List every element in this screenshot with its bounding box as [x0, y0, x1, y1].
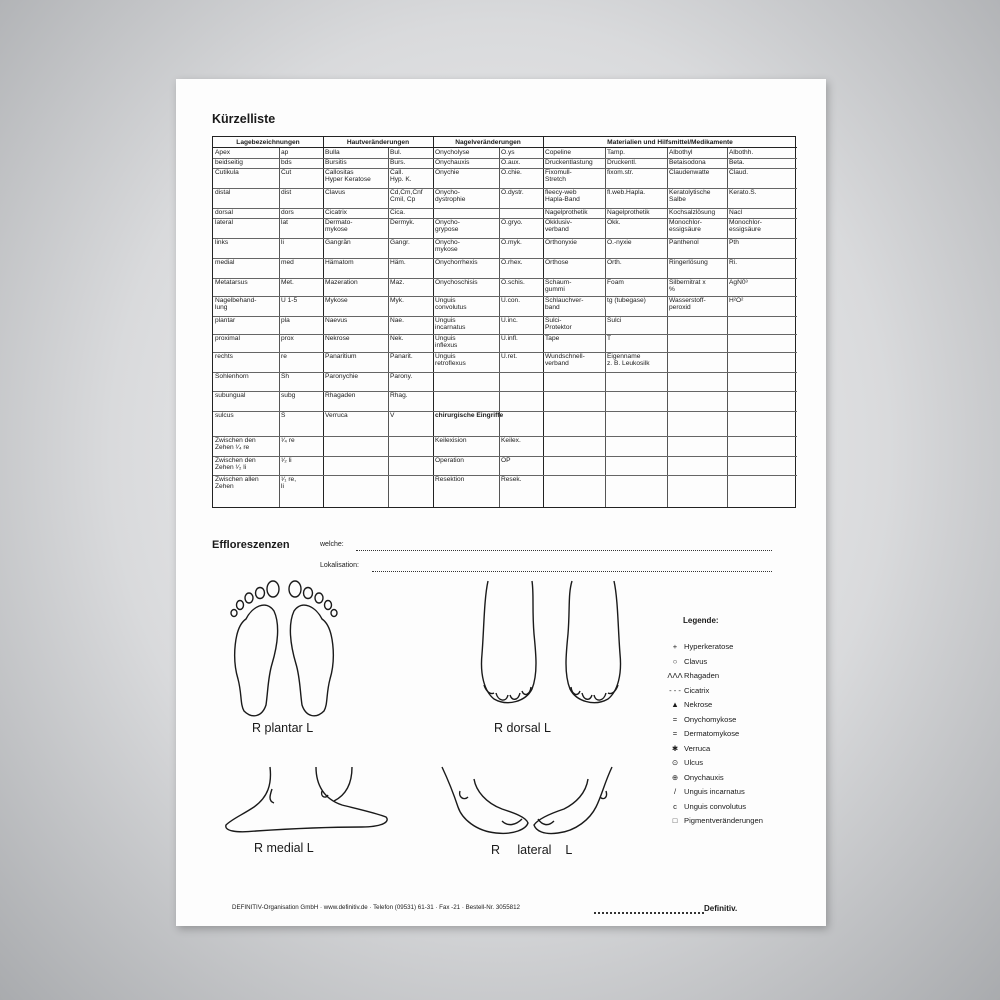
- lateral-right-foot: [442, 767, 528, 833]
- table-cell: U.infl.: [501, 335, 518, 342]
- table-cell: Nae.: [390, 317, 404, 324]
- table-cell: H²O²: [729, 297, 744, 304]
- table-cell: Sohlenhorn: [215, 373, 249, 380]
- legend-symbol-icon: □: [672, 816, 678, 825]
- legend-label: Dermatomykose: [684, 729, 740, 738]
- table-cell: Foam: [607, 279, 624, 286]
- table-cell: Monochlor- essigsäure: [729, 219, 762, 234]
- table-cell: Rhagaden: [325, 392, 356, 399]
- table-cell: O.chie.: [501, 169, 522, 176]
- legend-item: [666, 757, 703, 769]
- table-cell: Cd,Cm,Cnf Cmil, Cp: [390, 189, 423, 204]
- table-cell: Metatarsus: [215, 279, 248, 286]
- table-cell: medial: [215, 259, 235, 266]
- table-cell: Zwischen allen Zehen: [215, 476, 259, 491]
- legend-symbol-icon: +: [672, 642, 678, 651]
- table-cell: Keratolytische Salbe: [669, 189, 711, 204]
- legend-item: [666, 670, 719, 682]
- table-cell: Panaritium: [325, 353, 357, 360]
- header-nagelveraenderungen: Nagelveränderungen: [433, 137, 543, 148]
- table-cell: U.ret.: [501, 353, 518, 360]
- table-cell: Naevus: [325, 317, 348, 324]
- table-cell: U 1-5: [281, 297, 298, 304]
- legend-item: [666, 656, 707, 668]
- medial-right-foot: [226, 767, 387, 832]
- table-cell: Silbernitrat x %: [669, 279, 706, 294]
- legend-label: Ulcus: [684, 758, 703, 767]
- effloreszenzen-title: Effloreszenzen: [212, 539, 290, 551]
- table-cell: Zwischen den Zehen ¹⁄₂ li: [215, 457, 256, 472]
- table-cell: Bursitis: [325, 159, 347, 166]
- table-cell: Eigenname z. B. Leukosilk: [607, 353, 650, 368]
- medial-label: R medial L: [254, 841, 314, 855]
- table-cell: Mazeration: [325, 279, 358, 286]
- table-cell: Kochsalzlösung: [669, 209, 716, 216]
- table-cell: plantar: [215, 317, 236, 324]
- table-cell: Dermyk.: [390, 219, 415, 226]
- table-cell: Keilexision: [435, 437, 467, 444]
- legend-symbol-icon: /: [673, 787, 677, 796]
- table-cell: Schlauchver- band: [545, 297, 584, 312]
- table-cell: Tape: [545, 335, 560, 342]
- table-cell: Nagelprothetik: [545, 209, 588, 216]
- table-cell: V: [390, 412, 395, 419]
- table-cell: Burs.: [390, 159, 406, 166]
- table-cell: Claudenwatte: [669, 169, 710, 176]
- table-cell: Cicatrix: [325, 209, 347, 216]
- table-cell: Okk.: [607, 219, 621, 226]
- table-cell: Myk.: [390, 297, 404, 304]
- table-cell: Bul.: [390, 149, 402, 156]
- legend-label: Rhagaden: [684, 671, 720, 680]
- legend-symbol-icon: c: [673, 801, 677, 811]
- table-cell: Albothyl: [669, 149, 693, 156]
- legend-label: Onychauxis: [684, 772, 724, 782]
- table-cell: AgN0³: [729, 279, 748, 286]
- table-cell: Albothh.: [729, 149, 754, 156]
- table-cell: O.-nyxie: [607, 239, 632, 246]
- table-cell: Druckentl.: [607, 159, 637, 166]
- table-cell: bds: [281, 159, 292, 166]
- table-cell: Apex: [215, 149, 231, 156]
- header-materialien: Materialien und Hilfsmittel/Medikamente: [543, 137, 797, 148]
- table-cell: O.ys: [501, 149, 515, 156]
- table-cell: Onychorrhexis: [435, 259, 478, 266]
- table-cell: Gangrän: [325, 239, 351, 246]
- table-cell: Onychoschisis: [435, 279, 478, 286]
- table-cell: Orth.: [607, 259, 622, 266]
- plantar-right-foot: [231, 581, 279, 716]
- table-cell: Maz.: [390, 279, 405, 286]
- table-cell: Schaum- gummi: [545, 279, 572, 294]
- table-cell: Mykose: [325, 297, 348, 304]
- table-cell: Wasserstoff- peroxid: [669, 297, 706, 312]
- table-cell: Panarit.: [390, 353, 413, 360]
- table-cell: Parony.: [390, 373, 413, 380]
- table-cell: Onycholyse: [435, 149, 470, 156]
- table-cell: proximal: [215, 335, 240, 342]
- table-cell: Okklusiv- verband: [545, 219, 573, 234]
- table-cell: Gangr.: [390, 239, 410, 246]
- table-cell: Rhag.: [390, 392, 408, 399]
- table-cell: ¹⁄₄ re: [281, 437, 295, 444]
- table-cell: beidseitig: [215, 159, 243, 166]
- footer-imprint: DEFINITIV-Organisation GmbH · www.definitiv.de · Telefon (09531) 61-31 · Fax -21 · Bestell-Nr. 3055812: [232, 904, 520, 911]
- legend-item: [666, 743, 710, 755]
- table-cell: Met.: [281, 279, 294, 286]
- table-cell: T: [607, 335, 612, 342]
- header-lagebezeichnungen: Lagebezeichnungen: [213, 137, 323, 148]
- table-cell: Resektion: [435, 476, 465, 483]
- table-cell: OP: [501, 457, 511, 464]
- legend-item: [666, 801, 746, 813]
- lateral-left-foot: [534, 767, 612, 834]
- table-cell: Call. Hyp. K.: [390, 169, 412, 184]
- table-cell: chirurgische Eingriffe: [435, 412, 504, 419]
- table-cell: Pth: [729, 239, 739, 246]
- brand-dotted-line: [594, 912, 704, 914]
- legend-item: [666, 699, 712, 711]
- table-cell: med: [281, 259, 294, 266]
- table-cell: Hämatom: [325, 259, 354, 266]
- table-cell: re: [281, 353, 287, 360]
- table-cell: Sh: [281, 373, 290, 380]
- legend-item: [666, 772, 724, 784]
- table-cell: prox: [281, 335, 294, 342]
- legend-symbol-icon: ⊕: [671, 772, 679, 782]
- legend-symbol-icon: ΛΛΛ: [667, 671, 683, 680]
- plantar-left-foot: [289, 581, 337, 716]
- table-cell: Unguis retroflexus: [435, 353, 466, 368]
- lokalisation-label: Lokalisation:: [320, 562, 359, 569]
- legend-item: [666, 641, 733, 653]
- table-cell: Orthonyxie: [545, 239, 577, 246]
- legend-item: [666, 685, 709, 697]
- table-cell: Onycho- mykose: [435, 239, 460, 254]
- table-cell: U.con.: [501, 297, 521, 304]
- legend-symbol-icon: ○: [672, 656, 678, 666]
- legend-symbol-icon: ▲: [671, 700, 679, 709]
- legend-label: Onychomykose: [684, 714, 737, 724]
- table-cell: sulcus: [215, 412, 234, 419]
- table-cell: ¹⁄₁ re, li: [281, 476, 297, 491]
- table-cell: subg: [281, 392, 296, 399]
- table-cell: O.gryo.: [501, 219, 523, 226]
- lateral-label: R lateral L: [491, 843, 573, 857]
- table-cell: Operation: [435, 457, 464, 464]
- legend-label: Unguis incarnatus: [684, 787, 745, 796]
- table-cell: Sulci- Protektor: [545, 317, 572, 332]
- table-cell: Nekrose: [325, 335, 350, 342]
- legend-label: Clavus: [684, 656, 708, 666]
- table-cell: Clavus: [325, 189, 346, 196]
- table-cell: Keilex.: [501, 437, 521, 444]
- legend-symbol-icon: ⊙: [671, 758, 679, 767]
- legend-symbol-icon: =: [672, 729, 678, 738]
- table-cell: O.schis.: [501, 279, 525, 286]
- table-cell: O.rhex.: [501, 259, 523, 266]
- table-cell: dorsal: [215, 209, 233, 216]
- legend-label: Hyperkeratose: [684, 642, 734, 651]
- header-hautveraenderungen: Hautveränderungen: [323, 137, 433, 148]
- table-cell: Nagelbehand- lung: [215, 297, 257, 312]
- table-cell: rechts: [215, 353, 233, 360]
- table-cell: Beta.: [729, 159, 745, 166]
- table-cell: Copeline: [545, 149, 572, 156]
- table-cell: Onycho- grypose: [435, 219, 460, 234]
- brand-logo: Definitiv.: [704, 904, 738, 913]
- table-cell: O.myk.: [501, 239, 522, 246]
- table-cell: Verruca: [325, 412, 348, 419]
- table-cell: Monochlor- essigsäure: [669, 219, 702, 234]
- table-cell: Paronychie: [325, 373, 358, 380]
- table-cell: Onychie: [435, 169, 460, 176]
- legend-label: Unguis convolutus: [684, 801, 747, 811]
- legend-title: Legende:: [683, 616, 719, 625]
- table-cell: Unguis incarnatus: [435, 317, 466, 332]
- table-cell: lat: [281, 219, 288, 226]
- table-cell: Bulla: [325, 149, 340, 156]
- table-cell: S: [281, 412, 286, 419]
- table-cell: Betaisodona: [669, 159, 706, 166]
- table-cell: links: [215, 239, 229, 246]
- table-cell: O.dystr.: [501, 189, 524, 196]
- table-cell: Panthenol: [669, 239, 699, 246]
- table-cell: lateral: [215, 219, 233, 226]
- table-cell: Fixomull- Stretch: [545, 169, 572, 184]
- dorsal-left-foot: [566, 581, 621, 703]
- table-cell: Druckentlastung: [545, 159, 593, 166]
- table-cell: Callositas Hyper Keratose: [325, 169, 371, 184]
- legend-item: [666, 815, 763, 827]
- table-cell: Sulci: [607, 317, 622, 324]
- table-cell: Nek.: [390, 335, 404, 342]
- table-cell: Zwischen den Zehen ¹⁄₄ re: [215, 437, 256, 452]
- table-cell: dist: [281, 189, 292, 196]
- form-sheet: [176, 79, 826, 926]
- legend-label: Pigmentveränderungen: [684, 816, 763, 825]
- table-cell: ¹⁄₂ li: [281, 457, 292, 464]
- legend-symbol-icon: ✱: [671, 743, 679, 753]
- table-cell: Orthose: [545, 259, 569, 266]
- table-cell: distal: [215, 189, 231, 196]
- table-cell: tg (tubegase): [607, 297, 646, 304]
- table-cell: Tamp.: [607, 149, 625, 156]
- table-cell: fixom.str.: [607, 169, 634, 176]
- table-cell: Häm.: [390, 259, 406, 266]
- table-cell: pla: [281, 317, 290, 324]
- legend-item: [666, 728, 739, 740]
- table-cell: subungual: [215, 392, 246, 399]
- table-cell: Nagelprothetik: [607, 209, 650, 216]
- table-cell: Cut: [281, 169, 292, 176]
- plantar-label: R plantar L: [252, 721, 314, 735]
- table-cell: Unguis convolutus: [435, 297, 467, 312]
- legend-symbol-icon: =: [672, 714, 678, 724]
- table-cell: li: [281, 239, 284, 246]
- table-cell: Onychauxis: [435, 159, 470, 166]
- table-cell: Resek.: [501, 476, 522, 483]
- table-cell: O.aux.: [501, 159, 521, 166]
- table-cell: Kerato.S.: [729, 189, 757, 196]
- legend-item: [666, 714, 736, 726]
- table-cell: dors: [281, 209, 294, 216]
- table-cell: Ringerlösung: [669, 259, 708, 266]
- legend-label: Cicatrix: [684, 685, 710, 695]
- table-cell: Ri.: [729, 259, 738, 266]
- table-cell: Wundschnell- verband: [545, 353, 585, 368]
- table-cell: fl.web.Hapla.: [607, 189, 646, 196]
- table-cell: fleecy-web Hapla-Band: [545, 189, 580, 204]
- table-cell: ap: [281, 149, 289, 156]
- dorsal-right-foot: [482, 581, 537, 703]
- table-cell: Cutikula: [215, 169, 239, 176]
- legend-label: Nekrose: [684, 700, 713, 709]
- table-cell: Dermato- mykose: [325, 219, 353, 234]
- feet-diagrams: [176, 79, 826, 926]
- legend-label: Verruca: [684, 743, 711, 753]
- welche-label: welche:: [320, 541, 344, 548]
- table-cell: Claud.: [729, 169, 749, 176]
- table-cell: Onycho- dystrophie: [435, 189, 466, 204]
- form-title: Kürzelliste: [212, 112, 276, 126]
- dorsal-label: R dorsal L: [494, 721, 551, 735]
- table-cell: U.inc.: [501, 317, 518, 324]
- table-cell: Cica.: [390, 209, 406, 216]
- table-cell: Unguis inflexus: [435, 335, 458, 350]
- legend-symbol-icon: - - -: [669, 685, 681, 695]
- table-cell: Nacl: [729, 209, 743, 216]
- legend-item: [666, 786, 745, 798]
